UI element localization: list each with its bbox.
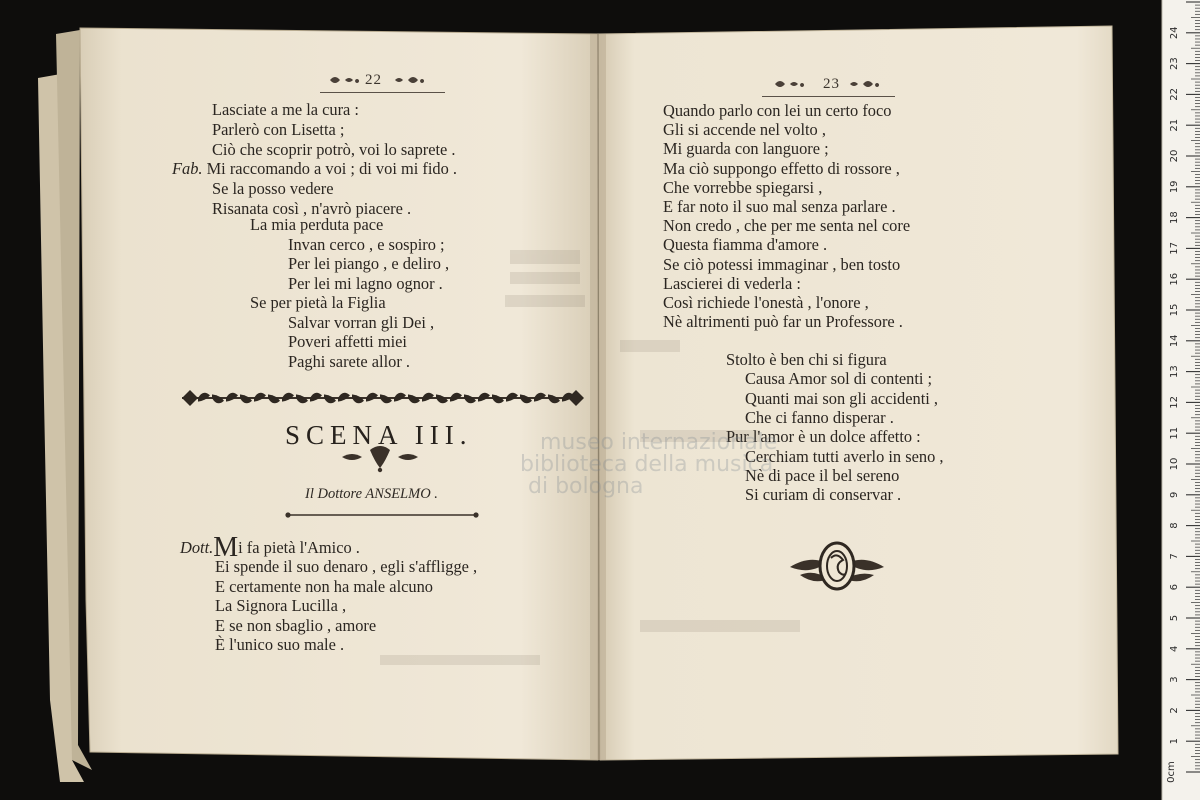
ruler-number: 12 [1169,396,1180,409]
verse-text: Se ciò potessi immaginar , ben tosto [663,254,901,274]
verse-text: Risanata così , n'avrò piacere . [212,199,412,218]
verse-line [663,274,801,294]
verse-line [212,100,359,120]
verse-line [663,101,891,121]
verse-line [212,179,334,199]
verse-line [288,235,445,255]
ruler-number: 4 [1169,645,1180,652]
ruler-number: 9 [1169,491,1180,498]
watermark-line: di bologna [528,474,644,499]
verse-text: La mia perduta pace [250,215,384,234]
verse-line [663,255,900,275]
verse-line [663,120,826,140]
verse-text: Cerchiam tutti averlo in seno , [745,446,944,466]
left-header-rule [320,92,445,93]
verse-text: Lascierei di vederla : [663,273,801,293]
ruler-number: 19 [1169,180,1180,194]
verse-text: Lasciate a me la cura : [212,100,359,119]
verse-text: Per lei piango , e deliro , [288,254,450,273]
verse-line [726,350,887,370]
verse-line [215,616,376,636]
verse-line [212,140,456,160]
ruler-number: 24 [1169,26,1180,40]
watermark-line: biblioteca della musica [520,452,774,477]
verse-text: Per lei mi lagno ognor . [288,273,443,293]
verse-line [212,120,344,140]
dottore-speaker: Dott. [180,538,214,557]
verse-line [745,408,894,428]
verse-text: Ciò che scoprir potrò, voi lo saprete . [212,139,456,159]
dottore-first-line [180,532,360,563]
ruler-unit-label: 0cm [1166,761,1177,783]
ruler-number: 7 [1169,553,1180,560]
drop-initial: M [213,532,239,563]
verse-text: E certamente non ha male alcuno [215,576,433,596]
watermark-line: museo internazionale [540,430,778,455]
verse-text: Stolto è ben chi si figura [726,350,887,369]
ruler-number: 22 [1169,88,1180,101]
verse-line [288,352,410,372]
verse-line [215,577,433,597]
verse-text: Ma ciò suppongo effetto di rossore , [663,158,900,178]
verse-text: Se per pietà la Figlia [250,293,386,312]
ruler-number: 5 [1169,614,1180,622]
verse-line [172,159,457,179]
verse-line [288,254,449,274]
ruler-number: 16 [1169,272,1180,286]
ruler-number: 17 [1169,242,1180,255]
scene-title: SCENA III. [285,420,473,450]
verse-text: Se la posso vedere [212,179,334,199]
verse-text: Mi guarda con languore ; [663,139,829,159]
left-page-number: 22 [365,72,382,88]
verse-text: Poveri affetti miei [288,332,407,351]
ruler-number: 21 [1169,118,1180,132]
verse-text: Invan cerco , e sospiro ; [288,234,445,254]
ruler-number: 6 [1169,584,1180,591]
verse-line [745,389,938,409]
ruler-number: 18 [1169,211,1180,224]
verse-text: Così richiede l'onestà , l'onore , [663,293,869,312]
verse-text: Mi raccomando a voi ; di voi mi fido . [206,159,457,179]
right-header-rule [762,96,895,97]
verse-text: Paghi sarete allor . [288,351,410,371]
ruler-number: 1 [1169,738,1180,745]
verse-text: Che vorrebbe spiegarsi , [663,177,823,197]
verse-line [215,635,344,655]
verse-text: Nè di pace il bel sereno [745,465,900,485]
verse-line [663,197,896,217]
verse-text: È l'unico suo male . [215,635,345,655]
verse-text: Nè altrimenti può far un Professore . [663,312,903,332]
verse-line [215,596,346,616]
verse-text: Questa fiamma d'amore . [663,235,828,255]
speaker-label: Fab. [172,159,207,179]
ruler-number: 15 [1169,303,1180,317]
verse-line [663,159,900,179]
ruler-number: 23 [1169,57,1180,70]
ruler-number: 13 [1169,365,1180,378]
verse-line [250,215,383,235]
verse-text: Parlerò con Lisetta ; [212,119,345,139]
verse-line [745,369,932,389]
verse-line [663,235,827,255]
verse-line [663,139,829,159]
verse-text: Si curiam di conservar . [745,485,902,505]
verse-line [250,293,386,313]
verse-text: Causa Amor sol di contenti ; [745,369,933,389]
verse-text: E se non sbaglio , amore [215,615,377,635]
ruler-number: 3 [1169,676,1180,683]
measuring-ruler [1158,0,1200,800]
verse-text: Non credo , che per me senta nel core [663,216,911,236]
ruler-number: 2 [1169,707,1180,714]
verse-text: Ei spende il suo denaro , egli s'affligge , [215,557,478,576]
ruler-number: 20 [1169,149,1180,163]
verse-line [215,557,477,577]
verse-text: Pur l'amor è un dolce affetto : [726,427,921,447]
ruler-number: 8 [1169,522,1180,529]
right-page-number: 23 [823,76,840,92]
verse-line [663,216,910,236]
verse-text: E far noto il suo mal senza parlare . [663,197,896,216]
ruler-number: 11 [1169,426,1180,440]
verse-text: Salvar vorran gli Dei , [288,312,435,332]
verse-text: Gli si accende nel volto , [663,120,826,140]
ruler-number: 10 [1169,457,1180,471]
verse-line [288,274,443,294]
verse-text: La Signora Lucilla , [215,596,347,616]
ruler-number: 14 [1169,334,1180,348]
verse-text: Che ci fanno disperar . [745,407,894,427]
verse-line [288,332,407,352]
verse-line [663,178,822,198]
verse-line [288,313,434,333]
character-heading: Il Dottore ANSELMO . [305,486,438,502]
verse-text: Quando parlo con lei un certo foco [663,101,892,120]
library-watermark [500,432,777,498]
verse-line [663,293,869,313]
verse-text: Quanti mai son gli accidenti , [745,388,938,408]
verse-line [663,312,903,332]
dottore-first-rest: i fa pietà l'Amico . [238,538,360,557]
